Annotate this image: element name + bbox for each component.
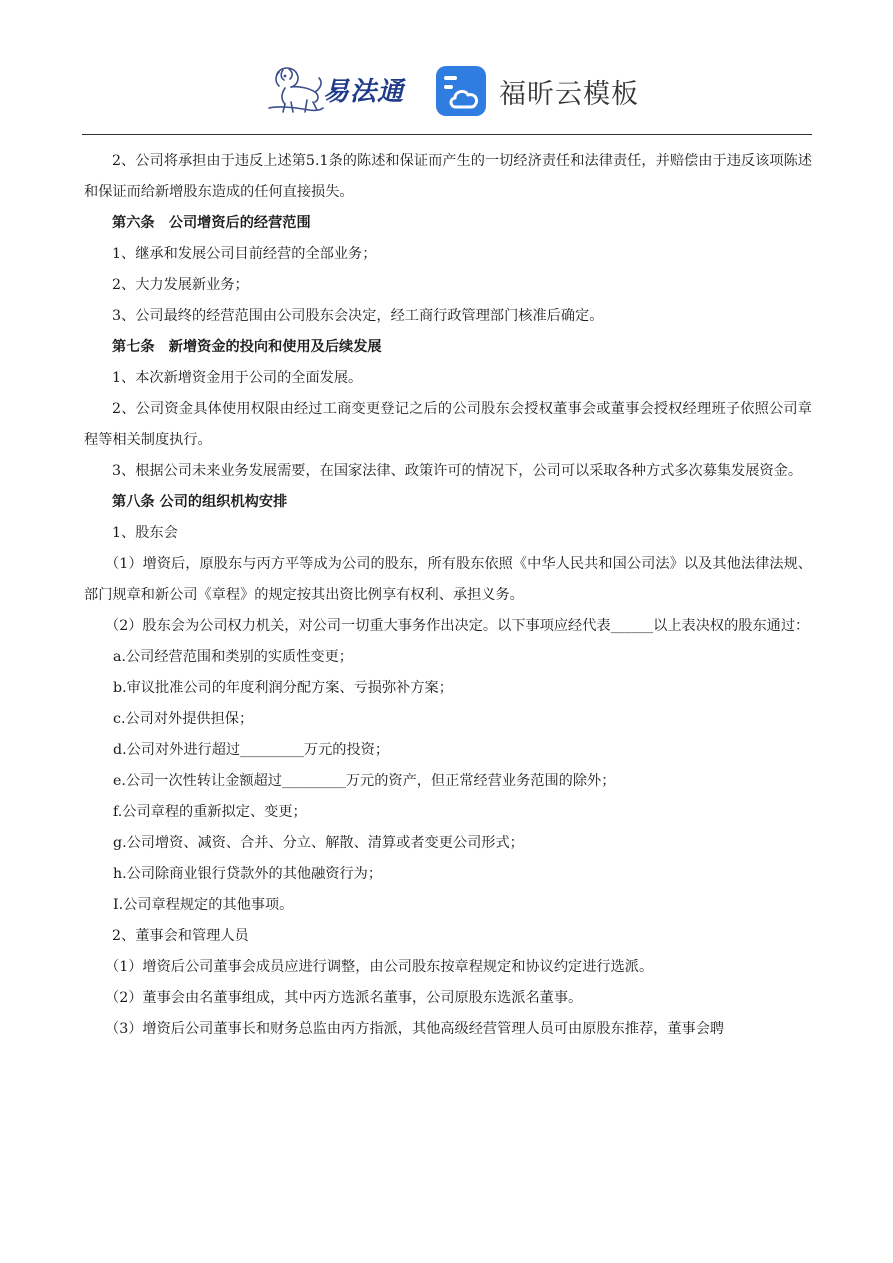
list-item: g.公司增资、减资、合并、分立、解散、清算或者变更公司形式； xyxy=(113,835,524,851)
list-item: e.公司一次性转让金额超过_________万元的资产，但正常经营业务范围的除外； xyxy=(113,773,616,789)
list-item: f.公司章程的重新拟定、变更； xyxy=(113,804,307,820)
list-item: 3、公司最终的经营范围由公司股东会决定，经工商行政管理部门核准后确定。 xyxy=(112,308,604,324)
document-body xyxy=(84,146,812,1045)
list-item: h.公司除商业银行贷款外的其他融资行为； xyxy=(113,866,383,882)
article-heading: 第六条 公司增资后的经营范围 xyxy=(112,215,311,231)
page-header xyxy=(0,0,893,135)
list-item: b.审议批准公司的年度利润分配方案、亏损弥补方案； xyxy=(113,680,453,696)
document-cloud-icon xyxy=(435,65,487,117)
section-label: 1、股东会 xyxy=(112,525,178,541)
fuxin-cloud-template-logo xyxy=(435,64,639,118)
paragraph: 2、公司资金具体使用权限由经过工商变更登记之后的公司股东会授权董事会或董事会授权经理班子依照公司章程等相关制度执行。 xyxy=(84,401,812,448)
paragraph: 2、公司将承担由于违反上述第5.1条的陈述和保证而产生的一切经济责任和法律责任，并赔偿由于违反该项陈述和保证而给新增股东造成的任何直接损失。 xyxy=(84,153,812,200)
yifatong-logo xyxy=(263,62,413,116)
header-divider xyxy=(82,134,812,135)
article-heading: 第八条 公司的组织机构安排 xyxy=(112,494,288,510)
list-item: a.公司经营范围和类别的实质性变更； xyxy=(113,649,353,665)
section-label: 2、董事会和管理人员 xyxy=(112,928,249,944)
list-item: （3）增资后公司董事长和财务总监由丙方指派，其他高级经营管理人员可由原股东推荐，董事会聘 xyxy=(105,1021,725,1037)
logo-right-text: 福昕云模板 xyxy=(499,78,639,110)
article-heading: 第七条 新增资金的投向和使用及后续发展 xyxy=(112,339,382,355)
list-item: d.公司对外进行超过_________万元的投资； xyxy=(113,742,390,758)
list-item: （2）董事会由名董事组成，其中丙方选派名董事，公司原股东选派名董事。 xyxy=(105,990,583,1006)
list-item: （1）增资后公司董事会成员应进行调整，由公司股东按章程规定和协议约定进行选派。 xyxy=(105,959,654,975)
list-item: c.公司对外提供担保； xyxy=(113,711,254,727)
list-item: 1、继承和发展公司目前经营的全部业务； xyxy=(112,246,377,262)
paragraph: （1）增资后，原股东与丙方平等成为公司的股东，所有股东依照《中华人民共和国公司法》以及其他法律法规、部门规章和新公司《章程》的规定按其出资比例享有权利、承担义务。 xyxy=(84,556,812,603)
paragraph: （2）股东会为公司权力机关，对公司一切重大事务作出决定。以下事项应经代表______以上表决权的股东通过： xyxy=(105,618,810,634)
list-item: I.公司章程规定的其他事项。 xyxy=(113,897,294,913)
list-item: 2、大力发展新业务； xyxy=(112,277,249,293)
logo-left-text: 易法通 xyxy=(323,76,405,107)
lion-icon xyxy=(263,62,325,116)
list-item: 1、本次新增资金用于公司的全面发展。 xyxy=(112,370,363,386)
paragraph: 3、根据公司未来业务发展需要，在国家法律、政策许可的情况下，公司可以采取各种方式多次募集发展资金。 xyxy=(112,463,803,479)
